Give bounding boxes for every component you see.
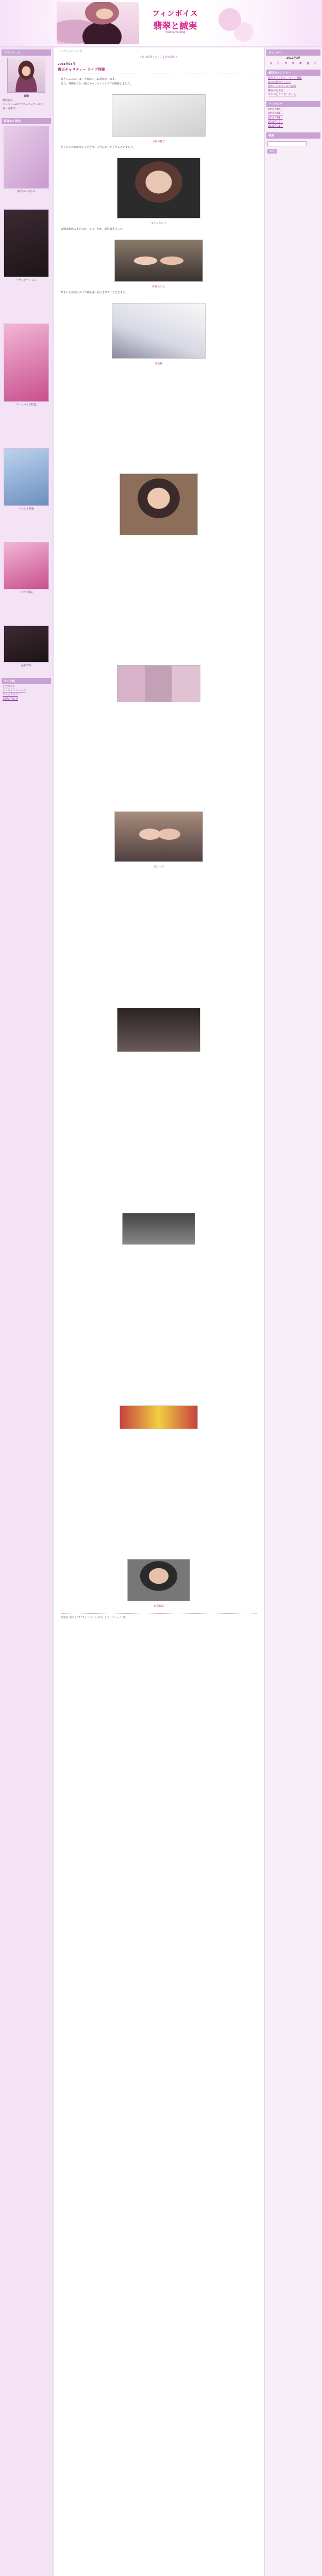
sidebar-ad-image[interactable] — [4, 209, 49, 277]
right-sidebar — [265, 47, 322, 2576]
sidebar-ad-image[interactable] — [4, 542, 49, 589]
header-photo — [57, 2, 139, 44]
section-title-archive: アーカイブ — [266, 101, 320, 107]
entry-paragraph: 皆さんこんにちは。今日は少しお話があります。 — [61, 78, 117, 81]
search-input[interactable] — [267, 141, 307, 146]
sidebar-ad-caption[interactable]: フィンボイス特集 — [16, 403, 37, 406]
entry-photo[interactable] — [122, 1213, 195, 1245]
photo-caption: 仲間たちと — [152, 285, 165, 289]
sidebar-ad-image[interactable] — [4, 126, 49, 189]
section-title-profile: プロフィール — [2, 49, 51, 56]
calendar-weekday: 土 — [314, 62, 317, 65]
sidebar-link[interactable]: お問い合わせ — [3, 698, 19, 701]
calendar-weekday: 水 — [292, 62, 295, 65]
section-title-links: リンク集 — [2, 678, 51, 684]
archive-link[interactable]: 2011年02月 — [268, 112, 283, 115]
entry-photo[interactable] — [127, 1559, 190, 1601]
profile-line: 横浜在住 — [3, 99, 13, 102]
entry-photo[interactable] — [117, 665, 200, 702]
section-title-recent: 最近のエントリー — [266, 70, 320, 76]
entry-photo[interactable] — [120, 473, 198, 535]
recent-entry-link[interactable]: 横浜の街歩き — [268, 89, 284, 92]
sidebar-ad-caption[interactable]: 新刊のお知らせ — [17, 190, 36, 193]
entry-photo[interactable] — [114, 240, 203, 282]
archive-link[interactable]: 2011年03月 — [268, 108, 283, 111]
calendar-weekday: 月 — [277, 62, 280, 65]
entry-photo[interactable] — [112, 303, 206, 359]
calendar-month: 2011年3月 — [286, 57, 301, 60]
photo-caption: 記念撮影 — [153, 1605, 164, 1608]
archive-link[interactable]: 2011年01月 — [268, 116, 283, 120]
photo-caption: 募金箱 — [155, 362, 163, 365]
photo-caption: ステージにて — [151, 222, 166, 225]
entry-photo[interactable] — [117, 1008, 200, 1052]
sidebar-link[interactable]: オンラインショップ — [3, 689, 26, 692]
calendar-weekday: 木 — [299, 62, 302, 65]
sidebar-link[interactable]: 公式サイト — [3, 685, 15, 688]
sidebar-ad-image[interactable] — [4, 324, 49, 402]
recent-entry-link[interactable]: 春のお花のアレンジ — [268, 81, 291, 84]
sidebar-ad-caption[interactable]: イベント情報 — [18, 507, 34, 511]
sidebar-ad-image[interactable] — [4, 625, 49, 663]
entry-photo[interactable] — [112, 94, 206, 137]
profile-photo — [7, 58, 45, 93]
archive-link[interactable]: 2010年12月 — [268, 121, 283, 124]
calendar-weekday: 火 — [284, 62, 287, 65]
site-title-line1[interactable]: フィンボイス — [152, 10, 198, 18]
sidebar-link[interactable]: ファンクラブ — [3, 693, 18, 697]
left-sidebar — [0, 47, 53, 2576]
entry-paragraph: 会場は横浜の小さなホールでしたが、満員御礼でした。 — [61, 228, 125, 231]
calendar-weekday: 日 — [269, 62, 273, 65]
recent-entry-link[interactable]: ありがとうございました — [268, 93, 297, 96]
profile-line: 毎日更新中 — [3, 107, 16, 110]
search-button[interactable]: 検索 — [267, 149, 277, 154]
section-title-search: 検索 — [266, 132, 320, 139]
calendar-weekday: 金 — [307, 62, 309, 65]
recent-entry-link[interactable]: 新作ジュエリーのご紹介 — [268, 85, 296, 88]
section-title-calendar: カレンダー — [266, 49, 320, 56]
sidebar-ad-caption[interactable]: コラボ商品 — [20, 591, 33, 594]
calendar — [267, 61, 319, 65]
entry-paragraph: たくさんの方が来てくださり、本当にありがとうございました。 — [61, 146, 136, 149]
entry-title[interactable]: 震災チャリティー ライブ開催 — [58, 67, 260, 74]
recent-entry-link[interactable]: 震災チャリティー ライブ開催 — [268, 77, 302, 80]
entry-navigation[interactable]: « 前の記事 | メイン | 次の記事 » — [140, 56, 178, 59]
photo-caption: 打ち上げ — [153, 866, 164, 869]
header-banner — [0, 0, 322, 46]
main-content — [54, 47, 264, 2576]
entry-photo[interactable] — [117, 158, 200, 218]
site-subtitle: yokohama blog — [165, 31, 185, 34]
profile-name: 翡翠 — [23, 95, 29, 98]
entry-paragraph: 先日、仲間たちと一緒にチャリティーライブを開催しました。 — [61, 82, 133, 86]
entry-footer[interactable]: 投稿者 翡翠 | 22:15 | コメント (0) | トラックバック (0) — [61, 1613, 257, 1619]
section-title-books: 著書のご案内 — [2, 118, 51, 124]
entry-paragraph: 集まった募金はすべて被災地へ届けさせていただきます。 — [61, 291, 128, 294]
sidebar-ad-caption[interactable]: ブラック・ドレス — [16, 279, 37, 282]
photo-caption: 会場の様子 — [152, 140, 165, 143]
site-title-line2[interactable]: 翡翠と誠実 — [153, 21, 197, 31]
entry-banner-image[interactable] — [120, 1405, 198, 1429]
sidebar-ad-caption[interactable]: 最新作品 — [21, 664, 31, 667]
profile-line: ジュエリー&フラワーアーティスト — [3, 103, 43, 106]
breadcrumb[interactable]: トップページ ＞ 日記 — [58, 50, 82, 53]
entry-photo[interactable] — [114, 811, 203, 862]
archive-link[interactable]: 2010年11月 — [268, 125, 283, 128]
header-decoration — [211, 3, 258, 44]
sidebar-ad-image[interactable] — [4, 448, 49, 506]
entry-date: 2011年03月 — [58, 63, 75, 66]
